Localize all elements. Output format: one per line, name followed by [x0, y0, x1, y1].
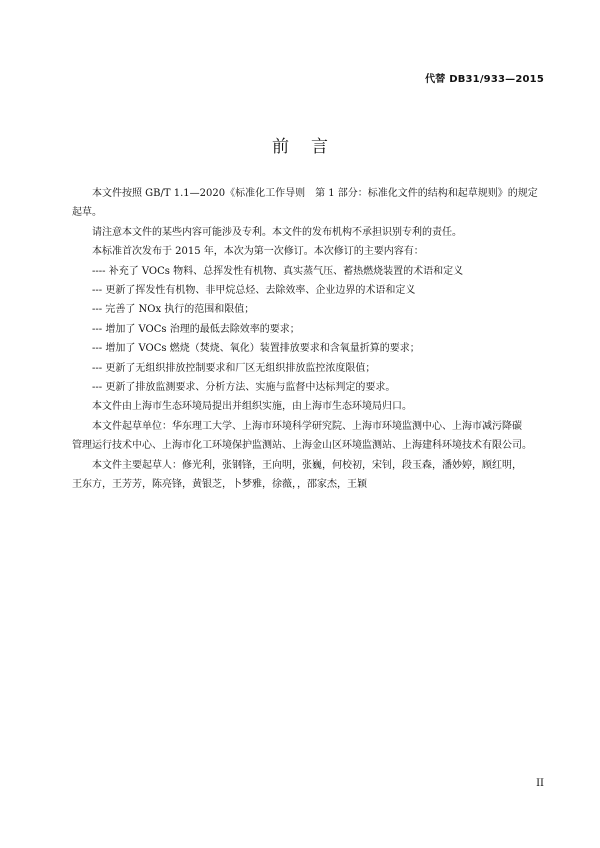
drafting-units-line-2: 管理运行技术中心、上海市化工环境保护监测站、上海金山区环境监测站、上海建科环境技术有限公司。 [72, 440, 532, 452]
revision-item: --- 更新了排放监测要求、分析方法、实施与监督中达标判定的要求。 [92, 382, 396, 394]
standard-basis-line-2: 起草。 [72, 207, 102, 219]
drafters-line-1: 本文件主要起草人：修光利，张钢锋，王向明，张巍，何校初，宋钊，段玉森，潘妙婷，顾红明， [92, 459, 522, 471]
page-number: II [536, 778, 544, 789]
revision-intro: 本标准首次发布于 2015 年，本次为第一次修订。本次修订的主要内容有： [92, 246, 424, 258]
revision-item: ---- 补充了 VOCs 物料、总挥发性有机物、真实蒸气压、蓄热燃烧装置的术语和定义 [92, 265, 464, 277]
revision-item: --- 更新了挥发性有机物、非甲烷总烃、去除效率、企业边界的术语和定义 [92, 285, 416, 297]
drafters-line-2: 王东方，王芳芳，陈亮锋，黄银芝，卜梦雅，徐薇，，邵家杰，王颖 [72, 479, 367, 491]
drafting-units-line-1: 本文件起草单位：华东理工大学、上海市环境科学研究院、上海市环境监测中心、上海市减污降碳 [92, 420, 522, 432]
revision-item: --- 增加了 VOCs 治理的最低去除效率的要求； [92, 323, 300, 335]
patent-notice: 请注意本文件的某些内容可能涉及专利。本文件的发布机构不承担识别专利的责任。 [92, 226, 462, 238]
proposal-statement: 本文件由上海市生态环境局提出并组织实施，由上海市生态环境局归口。 [92, 401, 412, 413]
document-code: 代替 DB31/933—2015 [425, 74, 544, 85]
standard-basis-line-1: 本文件按照 GB/T 1.1—2020《标准化工作导则 第 1 部分：标准化文件的结构和起草规则》的规定 [92, 188, 538, 199]
revision-item: --- 完善了 NOx 执行的范围和限值； [92, 304, 255, 316]
revision-item: --- 更新了无组织排放控制要求和厂区无组织排放监控浓度限值； [92, 362, 376, 374]
page-title: 前言 [272, 137, 350, 157]
revision-item: --- 增加了 VOCs 燃烧（焚烧、氧化）装置排放要求和含氧量折算的要求； [92, 343, 420, 355]
foreword-body [72, 184, 540, 495]
